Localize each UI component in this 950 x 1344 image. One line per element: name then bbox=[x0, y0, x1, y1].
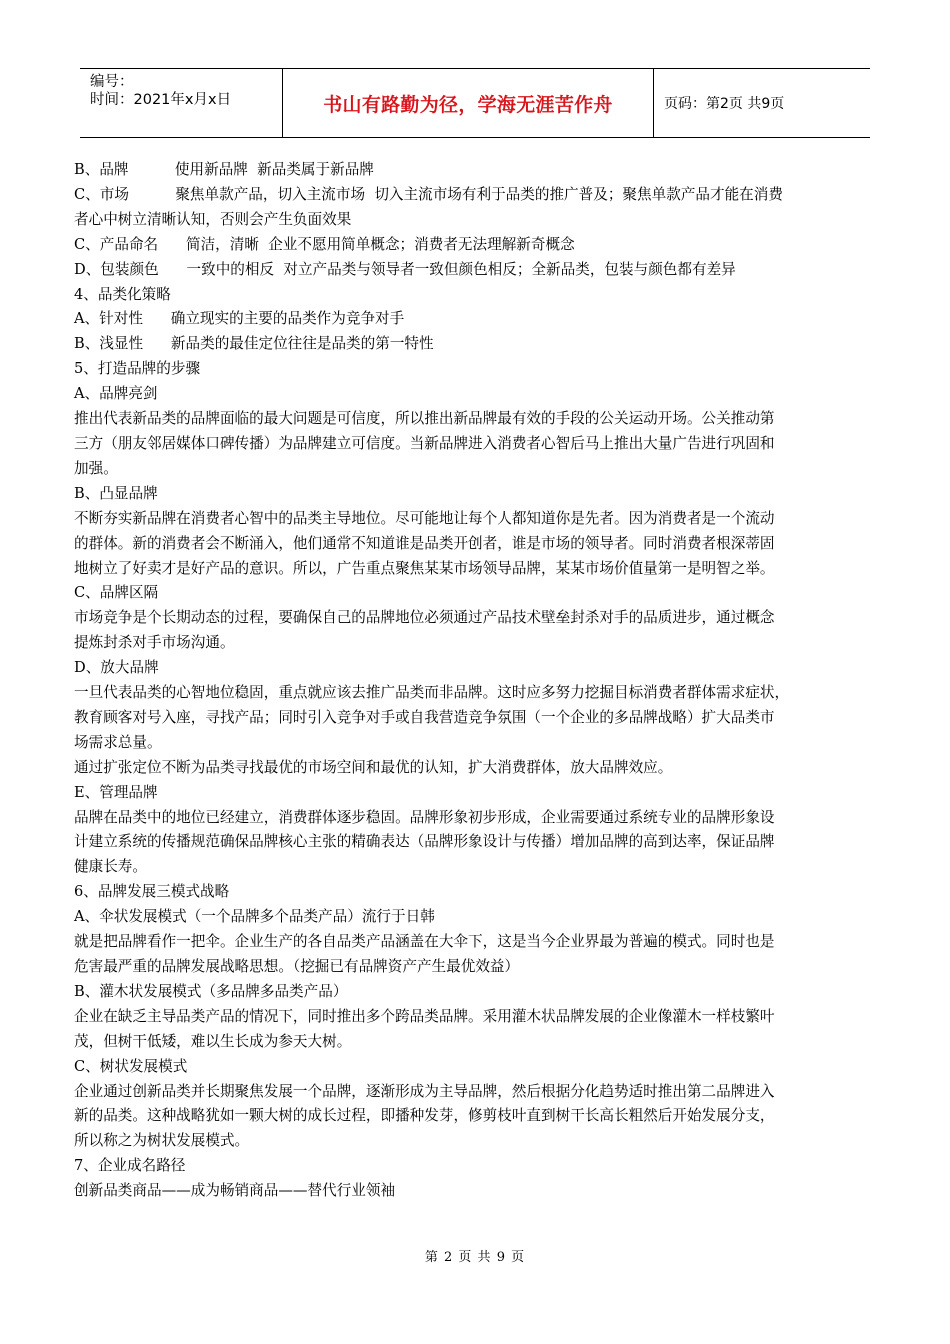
body-line: 危害最严重的品牌发展战略思想。（挖掘已有品牌资产产生最优效益） bbox=[74, 958, 520, 975]
body-line: 新的品类。这种战略犹如一颗大树的成长过程，即播种发芽，修剪枝叶直到树干长高长粗然后开始发展分支， bbox=[74, 1107, 775, 1125]
body-line: C、品牌区隔 bbox=[74, 584, 159, 602]
body-line: 场需求总量。 bbox=[74, 733, 162, 751]
body-line: 通过扩张定位不断为品类寻找最优的市场空间和最优的认知，扩大消费群体，放大品牌效应。 bbox=[74, 758, 673, 776]
body-line: B、浅显性 新品类的最佳定位往往是品类的第一特性 bbox=[74, 335, 434, 353]
page-footer: 第 2 页 共 9 页 bbox=[424, 1250, 526, 1265]
body-line: 企业通过创新品类并长期聚焦发展一个品牌，逐渐形成为主导品牌，然后根据分化趋势适时推出第二品牌进入 bbox=[74, 1082, 775, 1100]
body-line: A、针对性 确立现实的主要的品类作为竞争对手 bbox=[74, 310, 405, 328]
body-line: 6、品牌发展三模式战略 bbox=[74, 883, 230, 901]
body-line: D、放大品牌 bbox=[74, 659, 159, 677]
body-line: 7、企业成名路径 bbox=[74, 1157, 186, 1175]
body-line: 推出代表新品类的品牌面临的最大问题是可信度，所以推出新品牌最有效的手段的公关运动开场。公关推动第 bbox=[74, 410, 775, 428]
body-line: B、品牌 使用新品牌 新品类属于新品牌 bbox=[74, 161, 374, 178]
body-line: 不断夯实新品牌在消费者心智中的品类主导地位。尽可能地让每个人都知道你是先者。因为消费者是一个流动 bbox=[74, 509, 775, 527]
body-line: 就是把品牌看作一把伞。企业生产的各自品类产品涵盖在大伞下，这是当今企业界最为普遍的模式。同时也是 bbox=[74, 933, 775, 951]
body-line: 一旦代表品类的心智地位稳固，重点就应该去推广品类而非品牌。这时应多努力挖掘目标消费者群体需求症状， bbox=[74, 684, 790, 702]
body-line: A、品牌亮剑 bbox=[74, 385, 158, 403]
header-time: 时间：2021年x月x日 bbox=[90, 92, 232, 108]
body-line: C、产品命名 简洁，清晰 企业不愿用简单概念；消费者无法理解新奇概念 bbox=[74, 235, 575, 253]
page-header bbox=[80, 68, 870, 138]
body-line: B、灌木状发展模式（多品牌多品类产品） bbox=[74, 982, 348, 1000]
body-line: 创新品类商品——成为畅销商品——替代行业领袖 bbox=[74, 1182, 396, 1200]
body-line: 地树立了好卖才是好产品的意识。所以，广告重点聚焦某某市场领导品牌，某某市场价值量第一是明智之举。 bbox=[74, 559, 775, 577]
body-line: 品牌在品类中的地位已经建立，消费群体逐步稳固。品牌形象初步形成，企业需要通过系统专业的品牌形象设 bbox=[74, 808, 775, 826]
document-body bbox=[74, 158, 892, 1204]
body-line: 4、品类化策略 bbox=[74, 285, 171, 303]
body-line: A、伞状发展模式（一个品牌多个品类产品）流行于日韩 bbox=[74, 908, 435, 926]
body-line: C、市场 聚焦单款产品，切入主流市场 切入主流市场有利于品类的推广普及；聚焦单款产品才能在消费 bbox=[74, 185, 783, 203]
body-line: 者心中树立清晰认知，否则会产生负面效果 bbox=[74, 210, 352, 228]
body-line: 提炼封杀对手市场沟通。 bbox=[74, 634, 235, 652]
body-line: E、管理品牌 bbox=[74, 783, 158, 801]
body-line: D、包装颜色 一致中的相反 对立产品类与领导者一致但颜色相反；全新品类，包装与颜色都有差异 bbox=[74, 260, 736, 278]
body-line: 教育顾客对号入座，寻找产品；同时引入竞争对手或自我营造竞争氛围（一个企业的多品牌战略）扩大品类市 bbox=[74, 708, 775, 726]
body-line: 加强。 bbox=[74, 459, 118, 477]
body-line: 三方（朋友邻居媒体口碑传播）为品牌建立可信度。当新品牌进入消费者心智后马上推出大量广告进行巩固和 bbox=[74, 434, 775, 452]
body-line: 茂，但树干低矮，难以生长成为参天大树。 bbox=[74, 1032, 352, 1050]
body-line: 健康长寿。 bbox=[74, 858, 147, 876]
body-line: 5、打造品牌的步骤 bbox=[74, 360, 201, 378]
header-number-label: 编号： bbox=[90, 74, 134, 90]
body-line: 所以称之为树状发展模式。 bbox=[74, 1132, 250, 1150]
body-line: C、树状发展模式 bbox=[74, 1057, 188, 1075]
header-page-info: 页码：第2页 共9页 bbox=[664, 96, 785, 112]
body-line: B、凸显品牌 bbox=[74, 484, 158, 502]
body-line: 的群体。新的消费者会不断涌入，他们通常不知道谁是品类开创者，谁是市场的领导者。同时消费者根深蒂固 bbox=[74, 534, 775, 552]
body-line: 计建立系统的传播规范确保品牌核心主张的精确表达（品牌形象设计与传播）增加品牌的高到达率，保证品牌 bbox=[74, 833, 775, 851]
body-line: 市场竞争是个长期动态的过程，要确保自己的品牌地位必须通过产品技术壁垒封杀对手的品质进步，通过概念 bbox=[74, 609, 775, 627]
body-line: 企业在缺乏主导品类产品的情况下，同时推出多个跨品类品牌。采用灌木状品牌发展的企业像灌木一样枝繁叶 bbox=[74, 1007, 775, 1025]
header-meta bbox=[80, 69, 282, 137]
header-motto: 书山有路勤为径，学海无涯苦作舟 bbox=[282, 69, 654, 137]
